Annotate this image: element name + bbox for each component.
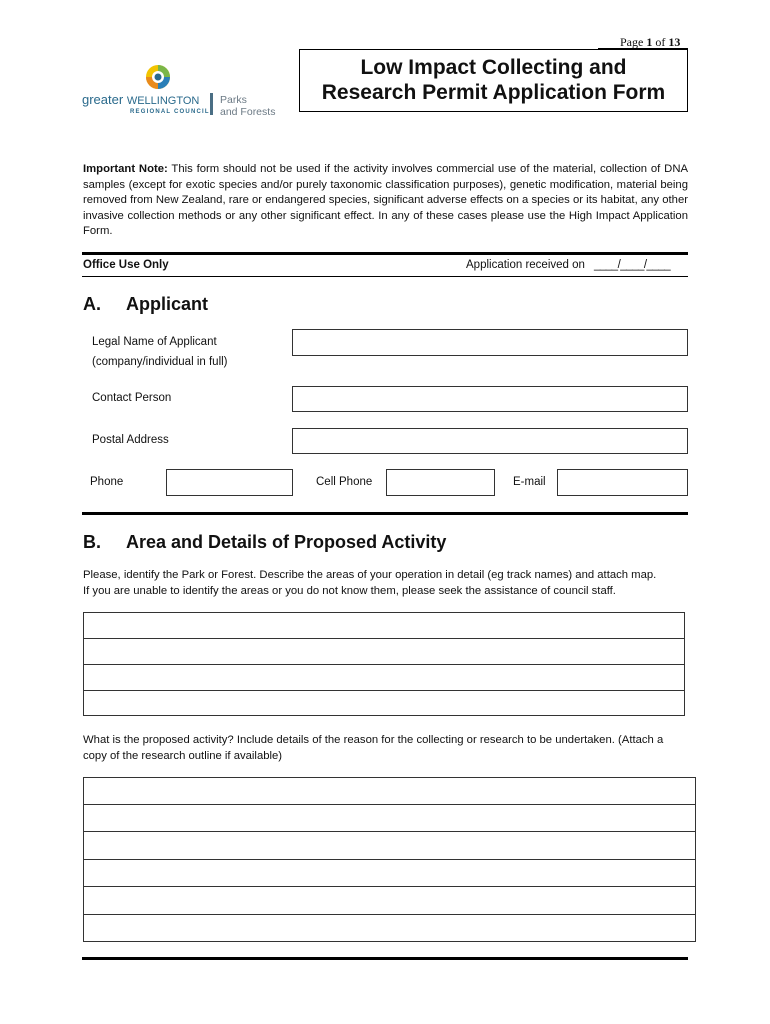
activity-details-row[interactable] xyxy=(84,778,695,805)
activity-details-row[interactable] xyxy=(84,915,695,941)
important-note xyxy=(83,162,688,240)
contact-person-field[interactable] xyxy=(292,386,688,412)
bottom-rule xyxy=(82,957,688,960)
phone-field[interactable] xyxy=(166,469,293,496)
postal-address-field[interactable] xyxy=(292,428,688,454)
section-b-letter: B. xyxy=(83,532,101,552)
application-received-label: Application received on xyxy=(466,259,585,271)
area-details-row[interactable] xyxy=(84,691,684,715)
cell-phone-field[interactable] xyxy=(386,469,495,496)
activity-details-row[interactable] xyxy=(84,832,695,860)
page-total: 13 xyxy=(668,35,681,49)
received-date-blank[interactable]: ____/____/____ xyxy=(594,259,671,271)
email-field[interactable] xyxy=(557,469,688,496)
logo-wordmark xyxy=(82,92,199,107)
area-details-row[interactable] xyxy=(84,613,684,639)
page-sep: of xyxy=(652,35,669,49)
important-note-text: This form should not be used if the activity involves commercial use of the material, collection of DNA samples (except for exotic species and/or purely taxonomic classification purposes), genetic modification, material being removed from New Zealand, rare or endangered species, significant adverse effects on a species or its habitat, any other invasive collection methods or any other significant effect. In any of these cases please use the High Impact Application Form. xyxy=(83,163,689,237)
section-a-letter: A. xyxy=(83,294,101,314)
activity-details-row[interactable] xyxy=(84,805,695,832)
form-title xyxy=(299,49,688,112)
title-line-2: Research Permit Application Form xyxy=(321,81,666,104)
area-instructions-line-2: If you are unable to identify the areas or you do not know them, please seek the assistance of council staff. xyxy=(83,584,616,597)
area-instructions-line-1: Please, identify the Park or Forest. Describe the areas of your operation in detail (eg track names) and attach map. xyxy=(83,569,657,581)
section-rule xyxy=(82,252,688,255)
logo-regional-council: REGIONAL COUNCIL xyxy=(130,109,210,115)
title-line-1: Low Impact Collecting and xyxy=(360,56,627,79)
office-rule xyxy=(82,276,688,277)
section-rule xyxy=(82,512,688,515)
area-details-grid xyxy=(83,612,685,716)
logo-parks: Parks xyxy=(220,94,247,106)
contact-person-label: Contact Person xyxy=(92,392,172,404)
legal-name-label: Legal Name of Applicant xyxy=(92,336,217,348)
activity-question: What is the proposed activity? Include details of the reason for the collecting or research to be undertaken. (Attach a copy of the research outline if available) xyxy=(83,734,664,762)
logo-divider xyxy=(210,93,213,115)
postal-address-label: Postal Address xyxy=(92,434,169,446)
activity-details-grid xyxy=(83,777,696,942)
area-instructions xyxy=(83,568,693,599)
area-details-row[interactable] xyxy=(84,639,684,665)
email-label: E-mail xyxy=(513,476,546,488)
phone-label: Phone xyxy=(90,476,124,488)
page-current: 1 xyxy=(646,35,653,49)
page-prefix: Page xyxy=(620,35,647,49)
important-note-label: Important Note: xyxy=(83,163,168,175)
activity-details-row[interactable] xyxy=(84,860,695,887)
logo-greater: greater xyxy=(82,92,127,107)
activity-details-row[interactable] xyxy=(84,887,695,915)
logo-forests: and Forests xyxy=(220,105,276,118)
section-a-title: Applicant xyxy=(126,294,209,314)
office-use-label: Office Use Only xyxy=(83,259,169,271)
legal-name-field[interactable] xyxy=(292,329,688,356)
cell-phone-label: Cell Phone xyxy=(316,476,373,488)
section-b-title: Area and Details of Proposed Activity xyxy=(126,532,447,552)
area-details-row[interactable] xyxy=(84,665,684,691)
logo-parks-forests xyxy=(220,95,275,118)
greater-wellington-logo xyxy=(82,62,292,122)
logo-wellington: WELLINGTON xyxy=(126,95,200,107)
legal-name-sublabel: (company/individual in full) xyxy=(92,356,228,368)
logo-swirl-icon xyxy=(145,64,171,90)
